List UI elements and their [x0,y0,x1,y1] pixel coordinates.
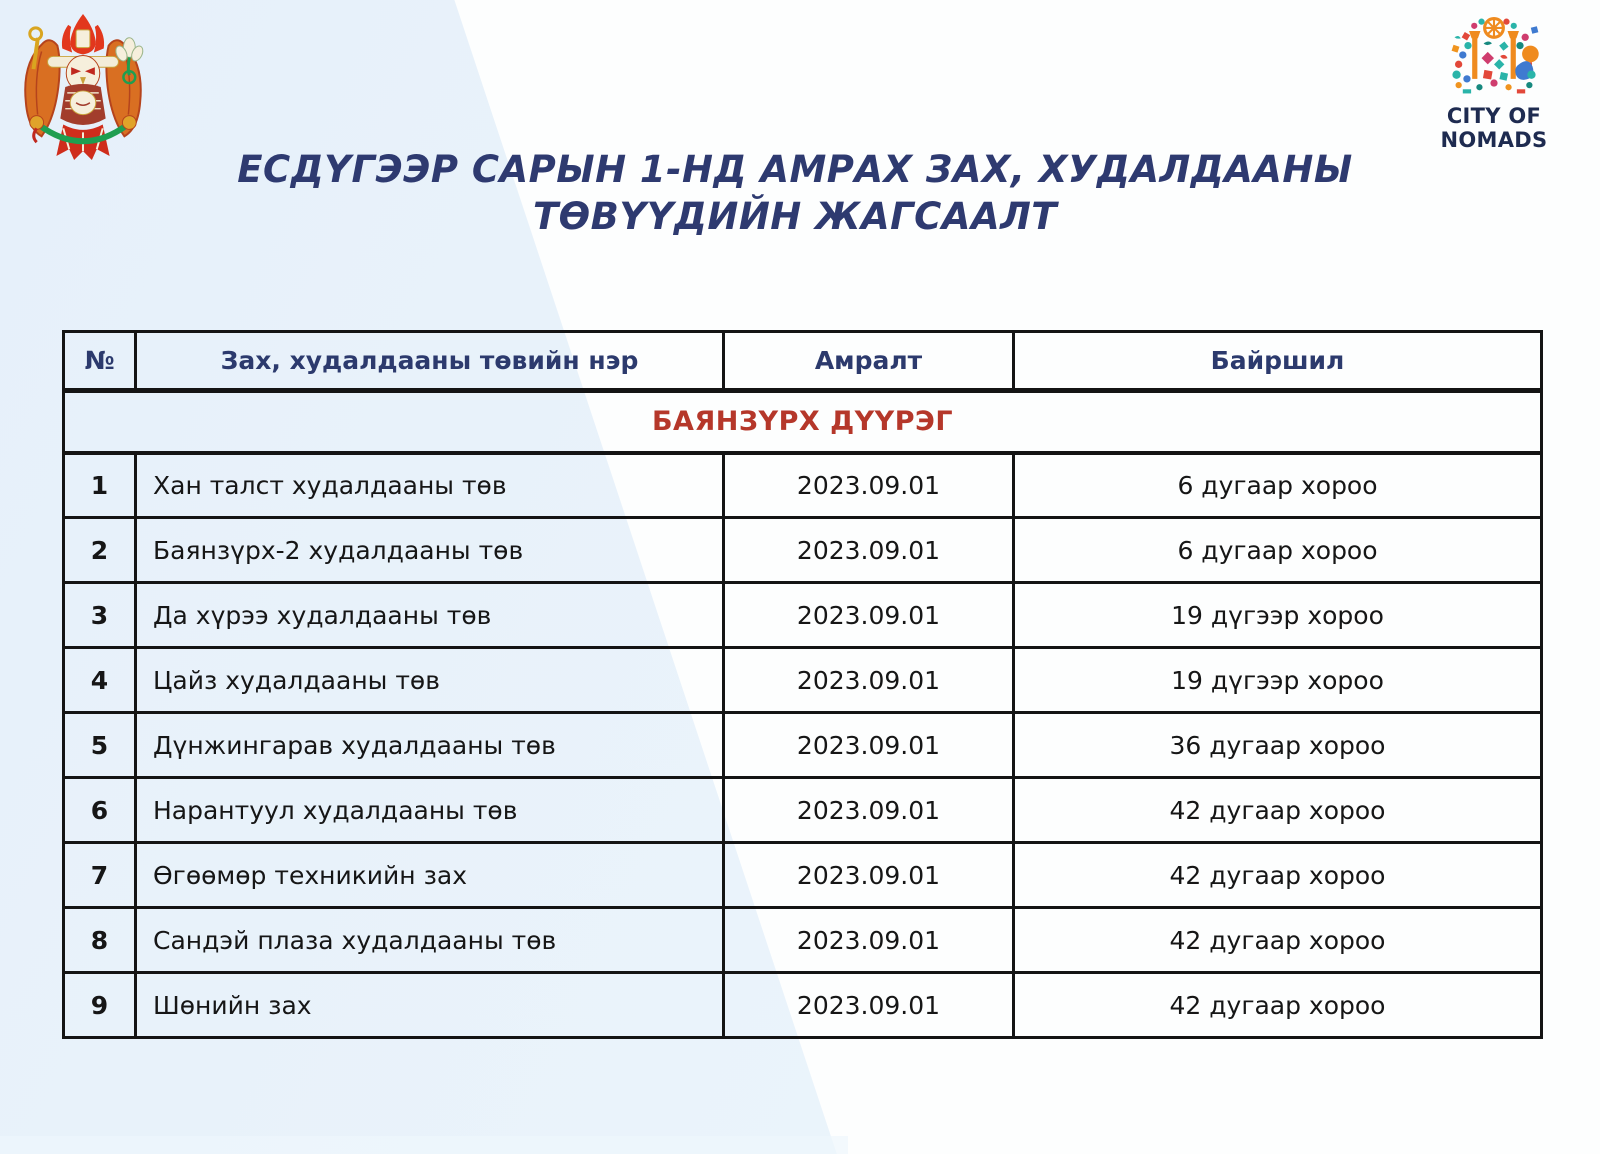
location: 42 дугаар хороо [1014,778,1542,843]
city-of-nomads-wordmark [1434,104,1554,152]
header-location: Байршил [1014,332,1542,391]
table-row [64,453,1542,518]
rest-date: 2023.09.01 [724,518,1014,583]
header-number: № [64,332,136,391]
background-bottom-strip [0,1136,848,1154]
market-name: Хан талст худалдааны төв [136,453,724,518]
rest-date: 2023.09.01 [724,973,1014,1038]
row-number: 1 [64,453,136,518]
market-name: Дүнжингарав худалдааны төв [136,713,724,778]
location: 42 дугаар хороо [1014,908,1542,973]
city-of-nomads-logo [1434,14,1554,152]
row-number: 5 [64,713,136,778]
rest-date: 2023.09.01 [724,648,1014,713]
city-of-nomads-line2: NOMADS [1440,128,1548,152]
district-section-row [64,391,1542,453]
khangarid-emblem-icon [14,8,152,166]
rest-date: 2023.09.01 [724,778,1014,843]
location: 42 дугаар хороо [1014,843,1542,908]
market-name: Шөнийн зах [136,973,724,1038]
ger-mosaic-icon [1442,14,1546,98]
table-row [64,583,1542,648]
table-row [64,908,1542,973]
rest-date: 2023.09.01 [724,908,1014,973]
row-number: 2 [64,518,136,583]
table-header-row [64,332,1542,391]
city-of-nomads-line1: CITY OF [1446,104,1542,128]
table-row [64,843,1542,908]
market-name: Сандэй плаза худалдааны төв [136,908,724,973]
row-number: 3 [64,583,136,648]
page-title-line2: ТӨВҮҮДИЙН ЖАГСААЛТ [532,195,1058,238]
location: 6 дугаар хороо [1014,453,1542,518]
location: 42 дугаар хороо [1014,973,1542,1038]
table-row [64,973,1542,1038]
row-number: 9 [64,973,136,1038]
header-rest-date: Амралт [724,332,1014,391]
market-name: Цайз худалдааны төв [136,648,724,713]
rest-date: 2023.09.01 [724,713,1014,778]
market-name: Баянзүрх-2 худалдааны төв [136,518,724,583]
row-number: 7 [64,843,136,908]
market-name: Да хүрээ худалдааны төв [136,583,724,648]
location: 6 дугаар хороо [1014,518,1542,583]
location: 36 дугаар хороо [1014,713,1542,778]
markets-table-container [62,330,1543,1039]
page-title [0,146,1590,240]
district-section-title: БАЯНЗҮРХ ДҮҮРЭГ [64,391,1542,453]
header-market-name: Зах, худалдааны төвийн нэр [136,332,724,391]
market-name: Өгөөмөр техникийн зах [136,843,724,908]
market-name: Нарантуул худалдааны төв [136,778,724,843]
table-row [64,713,1542,778]
rest-date: 2023.09.01 [724,583,1014,648]
row-number: 6 [64,778,136,843]
table-row [64,518,1542,583]
rest-date: 2023.09.01 [724,843,1014,908]
markets-table [62,330,1543,1039]
row-number: 8 [64,908,136,973]
row-number: 4 [64,648,136,713]
location: 19 дүгээр хороо [1014,583,1542,648]
table-row [64,648,1542,713]
rest-date: 2023.09.01 [724,453,1014,518]
location: 19 дүгээр хороо [1014,648,1542,713]
page-title-line1: ЕСДҮГЭЭР САРЫН 1-НД АМРАХ ЗАХ, ХУДАЛДААНЫ [237,148,1353,191]
table-row [64,778,1542,843]
